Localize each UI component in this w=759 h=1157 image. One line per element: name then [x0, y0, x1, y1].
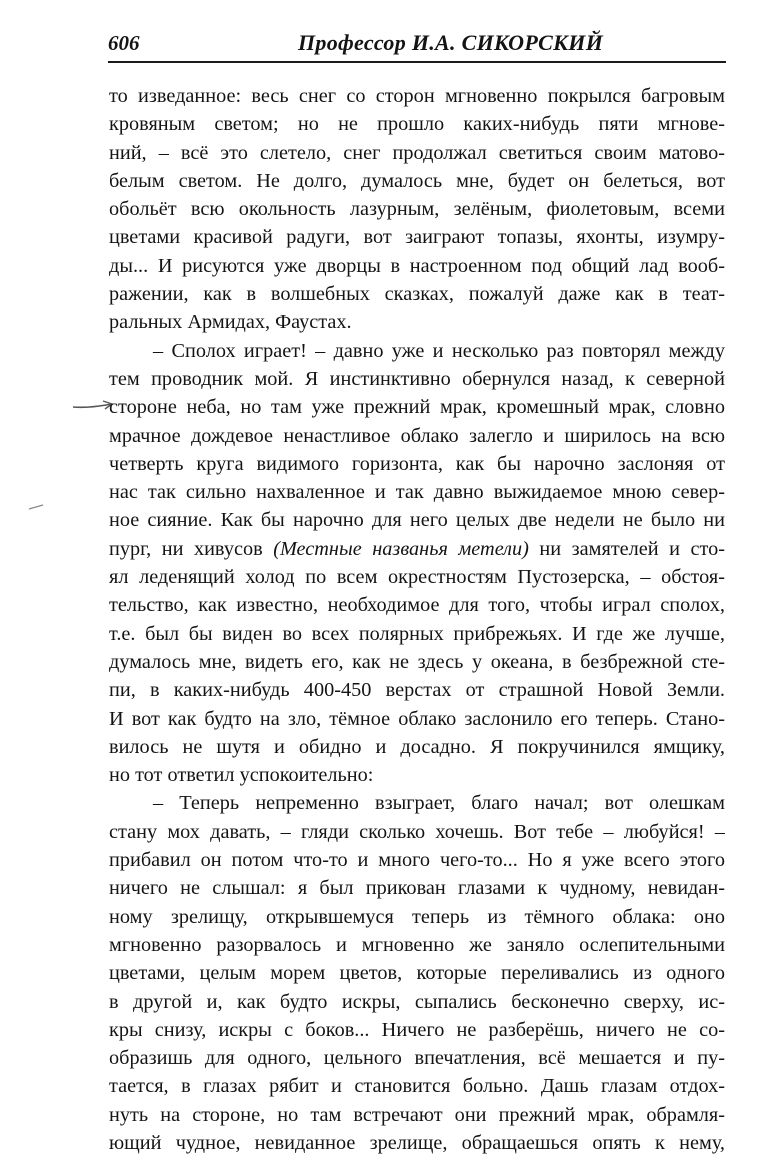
text-line: кровяным светом; но не прошло каких-нибудь пяти мгнове-: [109, 113, 725, 136]
text-line: И вот как будто на зло, тёмное облако заслонило его теперь. Стано-: [109, 707, 725, 730]
text-line: ральных Армидах, Фаустах.: [109, 311, 352, 334]
text-line: стану мох давать, – гляди сколько хочешь. Вот тебе – любуйся! –: [109, 820, 725, 843]
text-line: цветами красивой радуги, вот заиграют топазы, яхонты, изумру-: [109, 226, 725, 249]
text-line: тается, в глазах рябит и становится больно. Дашь глазам отдох-: [109, 1075, 725, 1098]
text-line: ющий чудное, невиданное зрелище, обращаешься опять к нему,: [109, 1131, 725, 1154]
text-line: ничего не слышал: я был прикован глазами к чудному, невидан-: [109, 877, 725, 900]
text-line: цветами, целым морем цветов, которые переливались из одного: [109, 962, 725, 985]
text-line: ному зрелищу, открывшемуся теперь из тёмного облака: оно: [109, 905, 725, 928]
text-line: белым светом. Не долго, думалось мне, будет он белеться, вот: [109, 169, 725, 192]
text-line: т.е. был бы виден во всех полярных прибрежьях. И где же лучше,: [109, 622, 725, 645]
italic-aside: (Местные названья метели): [273, 537, 529, 560]
text-line: стороне неба, но там уже прежний мрак, кромешный мрак, словно: [109, 396, 725, 419]
text-line: нас так сильно нахваленное и так давно выжидаемое мною север-: [109, 481, 725, 504]
text-line: нуть на стороне, но там встречают они прежний мрак, обрамля-: [109, 1103, 725, 1126]
text-line: вилось не шутя и обидно и досадно. Я покручинился ямщику,: [109, 735, 725, 758]
body-text: [109, 82, 725, 1157]
page-number: 606: [108, 31, 140, 55]
text-line: прибавил он потом что-то и много чего-то... Но я уже всего этого: [109, 849, 725, 872]
text-line: образишь для одного, цельного впечатления, всё мешается и пу-: [109, 1047, 725, 1070]
text-line: тем проводник мой. Я инстинктивно обернулся назад, к северной: [109, 367, 725, 390]
pencil-mark-arrow: [72, 398, 114, 412]
text-line: ял леденящий холод по всем окрестностям Пустозерска, – обстоя-: [109, 566, 725, 589]
text-line: – Теперь непременно взыграет, благо начал; вот олешкам: [153, 792, 725, 815]
text-line: в другой и, как будто искры, сыпались бесконечно сверху, ис-: [109, 990, 725, 1013]
text-line: но тот ответил успокоительно:: [109, 764, 374, 787]
text-line: пи, в каких-нибудь 400-450 верстах от страшной Новой Земли.: [109, 679, 725, 702]
text-line: то изведанное: весь снег со сторон мгновенно покрылся багровым: [109, 85, 725, 107]
text-line: обольёт всю окольность лазурным, зелёным, фиолетовым, всеми: [109, 198, 725, 221]
page-header: [108, 28, 726, 62]
text-line: ний, – всё это слетело, снег продолжал светиться своим матово-: [109, 141, 725, 164]
text-line: думалось мне, видеть его, как не здесь у океана, в безбрежной сте-: [109, 650, 725, 673]
text-line: ды... И рисуются уже дворцы в настроенном под общий лад вооб-: [109, 254, 725, 277]
text-line: ражении, как в волшебных сказках, пожалуй даже как в теат-: [109, 283, 725, 306]
text-line: кры снизу, искры с боков... Ничего не разберёшь, ничего не со-: [109, 1018, 725, 1041]
pencil-mark-dash: [28, 503, 44, 511]
text-line: четверть круга видимого горизонта, как бы нарочно заслоняя от: [109, 452, 725, 475]
running-title: Профессор И.А. СИКОРСКИЙ: [298, 30, 604, 55]
text-line: тельство, как известно, необходимое для того, чтобы играл сполох,: [109, 594, 725, 617]
text-line: ное сияние. Как бы нарочно для него целых две недели не было ни: [109, 509, 725, 532]
text-line: мрачное дождевое ненастливое облако залегло и ширилось на всю: [109, 424, 725, 447]
header-rule: [108, 61, 726, 63]
text-line: мгновенно разорвалось и мгновенно же заняло ослепительными: [109, 933, 725, 956]
text-line: пург, ни хивусов (Местные названья метели) ни замятелей и сто-: [109, 537, 725, 560]
text-line: – Сполох играет! – давно уже и несколько раз повторял между: [153, 339, 725, 362]
